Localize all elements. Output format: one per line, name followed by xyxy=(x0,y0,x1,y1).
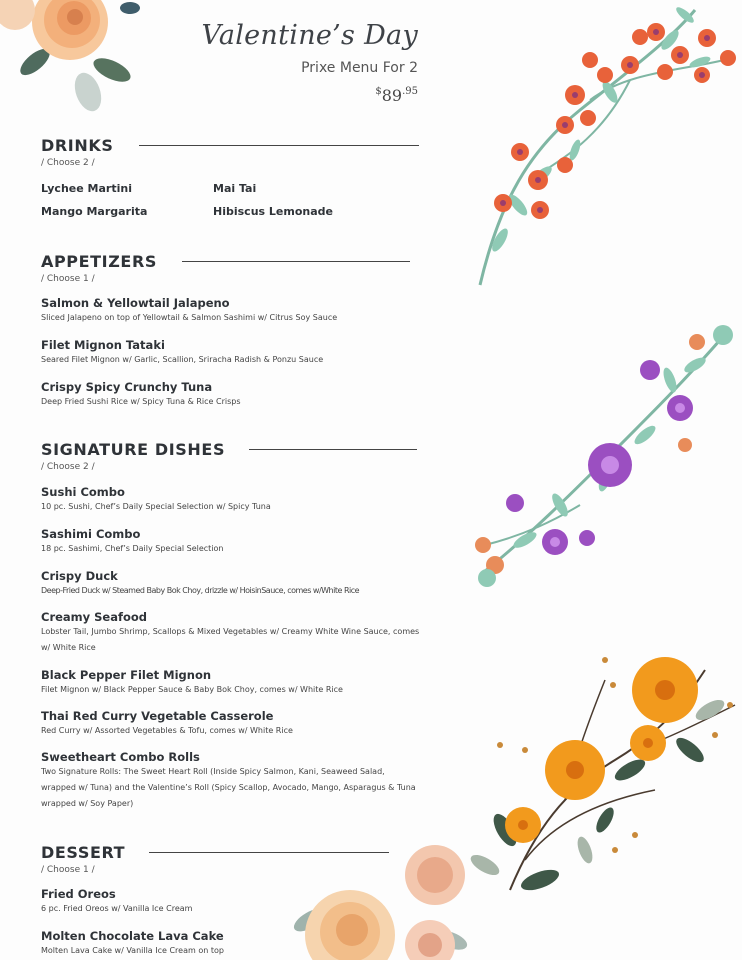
item-desc: Molten Lava Cake w/ Vanilla Ice Cream on top xyxy=(41,946,224,955)
dessert-item xyxy=(41,929,224,959)
item-desc: 18 pc. Sashimi, Chef’s Daily Special Selection xyxy=(41,544,224,553)
item-desc: 6 pc. Fried Oreos w/ Vanilla Ice Cream xyxy=(41,904,193,913)
price-currency: $ xyxy=(375,86,382,97)
item-name: Crispy Spicy Crunchy Tuna xyxy=(41,380,213,394)
price-cents: .95 xyxy=(402,86,418,97)
item-desc: Filet Mignon w/ Black Pepper Sauce & Baby Bok Choy, comes w/ White Rice xyxy=(41,685,343,694)
drink-item: Lychee Martini xyxy=(41,182,132,195)
item-name: Fried Oreos xyxy=(41,887,116,901)
signature-choose: / Choose 2 / xyxy=(41,462,95,472)
red-floral-branch-icon xyxy=(470,0,742,295)
item-name: Sashimi Combo xyxy=(41,527,141,541)
orange-floral-branch-icon xyxy=(465,650,742,900)
rose-corner-icon xyxy=(0,0,145,120)
dessert-choose: / Choose 1 / xyxy=(41,865,95,875)
item-name: Black Pepper Filet Mignon xyxy=(41,668,212,682)
item-desc: Red Curry w/ Assorted Vegetables & Tofu, comes w/ White Rice xyxy=(41,726,293,735)
item-desc: Sliced Jalapeno on top of Yellowtail & Salmon Sashimi w/ Citrus Soy Sauce xyxy=(41,313,338,322)
drink-item: Mango Margarita xyxy=(41,205,148,218)
item-name: Creamy Seafood xyxy=(41,610,148,624)
item-name: Filet Mignon Tataki xyxy=(41,338,165,352)
item-name: Sweetheart Combo Rolls xyxy=(41,750,200,764)
appetizers-choose: / Choose 1 / xyxy=(41,274,95,284)
drinks-choose: / Choose 2 / xyxy=(41,158,95,168)
item-desc: Deep-Fried Duck w/ Steamed Baby Bok Choy, drizzle w/ HoisinSauce, comes w/White Rice xyxy=(41,586,360,595)
signature-item xyxy=(41,668,343,698)
item-desc: Seared Filet Mignon w/ Garlic, Scallion, Sriracha Radish & Ponzu Sauce xyxy=(41,355,324,364)
signature-title: SIGNATURE DISHES xyxy=(41,440,226,459)
price-main: 89 xyxy=(381,86,403,105)
item-name: Crispy Duck xyxy=(41,569,118,583)
signature-section xyxy=(41,440,417,472)
appetizer-item xyxy=(41,380,241,410)
item-desc: Lobster Tail, Jumbo Shrimp, Scallops & Mixed Vegetables w/ Creamy White Wine Sauce, comes w/ White Rice xyxy=(41,627,420,652)
item-name: Thai Red Curry Vegetable Casserole xyxy=(41,709,274,723)
signature-item xyxy=(41,485,271,515)
item-desc: Two Signature Rolls: The Sweet Heart Roll (Inside Spicy Salmon, Kani, Seaweed Salad, wrapped w/ Tuna) and the Valentine’s Roll (Spicy Scallop, Avocado, Mango, Asparagus & Tuna wrapped w/ Soy Paper) xyxy=(41,767,416,808)
item-name: Salmon & Yellowtail Jalapeno xyxy=(41,296,230,310)
menu-price xyxy=(200,86,418,105)
drinks-section xyxy=(41,136,419,218)
appetizer-item xyxy=(41,338,323,368)
appetizers-title: APPETIZERS xyxy=(41,252,158,271)
dessert-title: DESSERT xyxy=(41,843,126,862)
drink-item: Hibiscus Lemonade xyxy=(213,205,333,218)
signature-item xyxy=(41,750,421,812)
signature-item xyxy=(41,709,293,739)
menu-header xyxy=(200,20,418,105)
signature-item xyxy=(41,569,359,599)
item-name: Molten Chocolate Lava Cake xyxy=(41,929,224,943)
item-name: Sushi Combo xyxy=(41,485,125,499)
drinks-divider xyxy=(139,145,419,147)
signature-item xyxy=(41,527,224,557)
appetizers-section xyxy=(41,252,410,284)
menu-subtitle: Prixe Menu For 2 xyxy=(301,60,418,76)
menu-title: Valentine’s Day xyxy=(201,20,418,51)
signature-item xyxy=(41,610,421,656)
rose-bouquet-icon xyxy=(280,830,470,960)
appetizer-item xyxy=(41,296,337,326)
dessert-item xyxy=(41,887,192,917)
purple-floral-branch-icon xyxy=(465,320,742,595)
item-desc: 10 pc. Sushi, Chef’s Daily Special Selection w/ Spicy Tuna xyxy=(41,502,271,511)
drinks-title: DRINKS xyxy=(41,136,114,155)
item-desc: Deep Fried Sushi Rice w/ Spicy Tuna & Rice Crisps xyxy=(41,397,241,406)
drink-item: Mai Tai xyxy=(213,182,257,195)
signature-divider xyxy=(249,449,417,451)
appetizers-divider xyxy=(182,261,410,263)
